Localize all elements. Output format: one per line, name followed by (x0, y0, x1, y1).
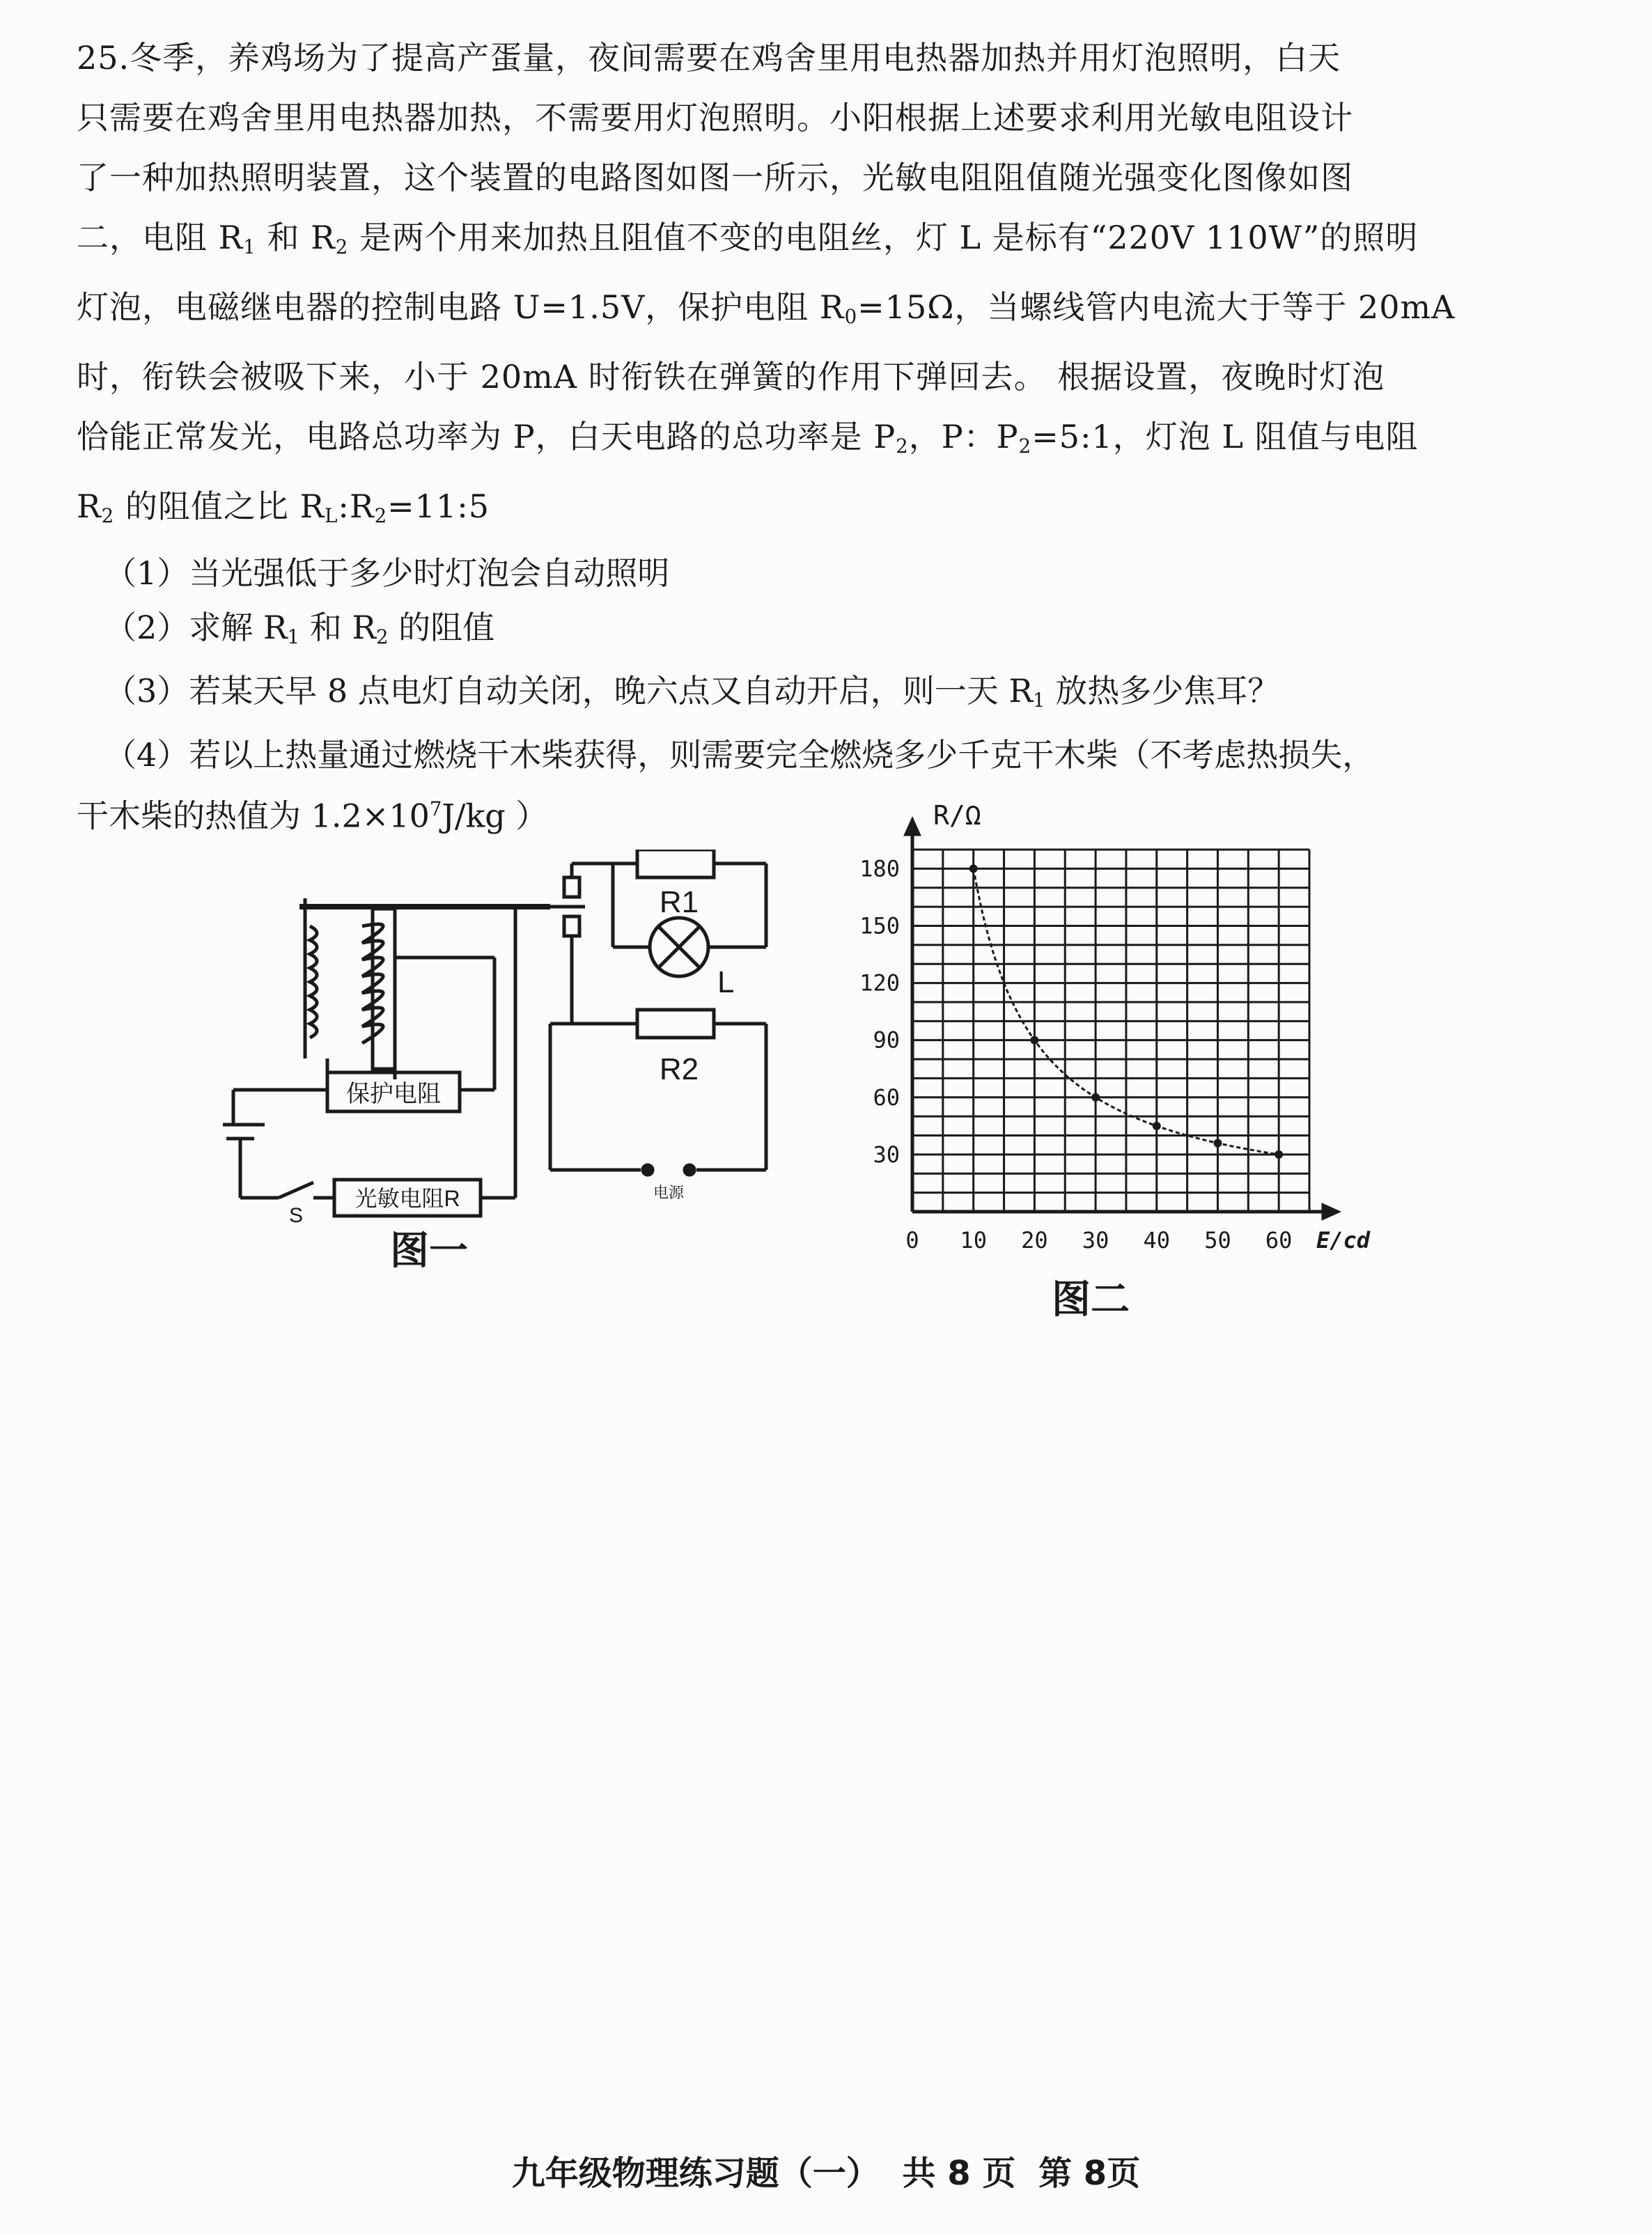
data-point (1275, 1150, 1283, 1159)
figure1-caption: 图一 (390, 1228, 468, 1274)
x-tick-label: 40 (1143, 1227, 1171, 1253)
x-tick-label: 0 (905, 1227, 919, 1253)
r1-resistor (637, 850, 714, 877)
r1-label: R1 (659, 885, 699, 919)
problem-line-7: 恰能正常发光，电路总功率为 P，白天电路的总功率是 $P_2$，P：$P_2=5:1$，灯泡 L 阻值与电阻 (77, 417, 1419, 458)
question-4-line-2: 干木柴的热值为 $1.2\times 10^7J/kg$ ） (77, 797, 548, 835)
lower-contact (564, 916, 579, 936)
data-point (1153, 1122, 1161, 1130)
figure2-chart (850, 787, 1379, 1274)
lamp-label: L (717, 965, 735, 999)
data-point (1213, 1139, 1222, 1147)
problem-text (77, 28, 1546, 843)
problem-line-4: 二，电阻 $R_1$ 和 $R_2$ 是两个用来加热且阻值不变的电阻丝，灯 L 是标有“220V 110W”的照明 (77, 219, 1419, 258)
footer-total: 共 8 页 (902, 2154, 1016, 2193)
question-4-line-1: （4）若以上热量通过燃烧干木柴获得，则需要完全燃烧多少千克干木柴（不考虑热损失， (104, 736, 1375, 774)
x-tick-label: 30 (1082, 1227, 1109, 1253)
x-axis-arrow (1323, 1205, 1337, 1218)
x-axis-label: E/cd (1316, 1227, 1371, 1253)
problem-line-1: 25.冬季，养鸡场为了提高产蛋量，夜间需要在鸡舍里用电热器加热并用灯泡照明，白天 (77, 39, 1341, 77)
y-tick-label: 90 (873, 1026, 900, 1054)
problem-line-8: $R_2$ 的阻值之比 $R_L:R_2=11:5$ (77, 487, 490, 527)
y-tick-label: 180 (859, 855, 900, 882)
x-tick-label: 50 (1204, 1227, 1231, 1253)
y-axis-arrow (906, 820, 919, 834)
upper-contact (564, 877, 579, 897)
y-tick-label: 120 (859, 969, 900, 997)
power-terminal-right (685, 1165, 694, 1175)
r2-resistor (637, 1010, 714, 1038)
question-3: （3）若某天早 8 点电灯自动关闭，晚六点又自动开启，则一天 $R_1$ 放热多少焦耳？ (104, 672, 1280, 712)
problem-line-6: 时，衔铁会被吸下来，小于 20mA 时衔铁在弹簧的作用下弹回去。 根据设置，夜晚时灯泡 (77, 357, 1385, 396)
question-1: （1）当光强低于多少时灯泡会自动照明 (104, 554, 670, 592)
data-point (1030, 1036, 1038, 1045)
y-tick-label: 60 (873, 1084, 900, 1111)
y-tick-label: 30 (873, 1141, 900, 1168)
question-2: （2）求解 $R_1$ 和 $R_2$ 的阻值 (104, 608, 495, 648)
switch-icon (279, 1182, 313, 1198)
data-point (1091, 1093, 1100, 1102)
photo-resistor-label: 光敏电阻R (354, 1186, 460, 1211)
problem-number: 25. (77, 39, 130, 77)
x-tick-label: 20 (1021, 1227, 1048, 1253)
r2-label: R2 (659, 1052, 699, 1086)
y-tick-label: 150 (859, 912, 900, 939)
figure2-caption: 图二 (1052, 1277, 1130, 1322)
switch-label: S (289, 1204, 304, 1226)
problem-line-5: 灯泡，电磁继电器的控制电路 U=1.5V，保护电阻 $R_0=15\Omega$，当螺线管内电流大于等于 20mA (77, 288, 1456, 328)
problem-line-2: 只需要在鸡舍里用电热器加热，不需要用灯泡照明。小阳根据上述要求利用光敏电阻设计 (77, 99, 1353, 136)
x-tick-label: 10 (960, 1227, 987, 1253)
x-tick-label: 60 (1265, 1227, 1293, 1253)
figure1-circuit (223, 850, 794, 1226)
footer-page: 第 8页 (1038, 2154, 1141, 2193)
page-footer (0, 2146, 1652, 2194)
footer-title: 九年级物理练习题（一） (511, 2154, 880, 2193)
power-label: 电源 (653, 1184, 685, 1201)
protect-resistor-label: 保护电阻 (346, 1081, 441, 1107)
power-terminal-left (643, 1165, 653, 1175)
spring-icon (310, 926, 317, 1038)
problem-line-3: 了一种加热照明装置，这个装置的电路图如图一所示，光敏电阻阻值随光强变化图像如图 (77, 159, 1353, 196)
y-axis-label: R/Ω (933, 800, 981, 831)
data-point (969, 864, 978, 873)
